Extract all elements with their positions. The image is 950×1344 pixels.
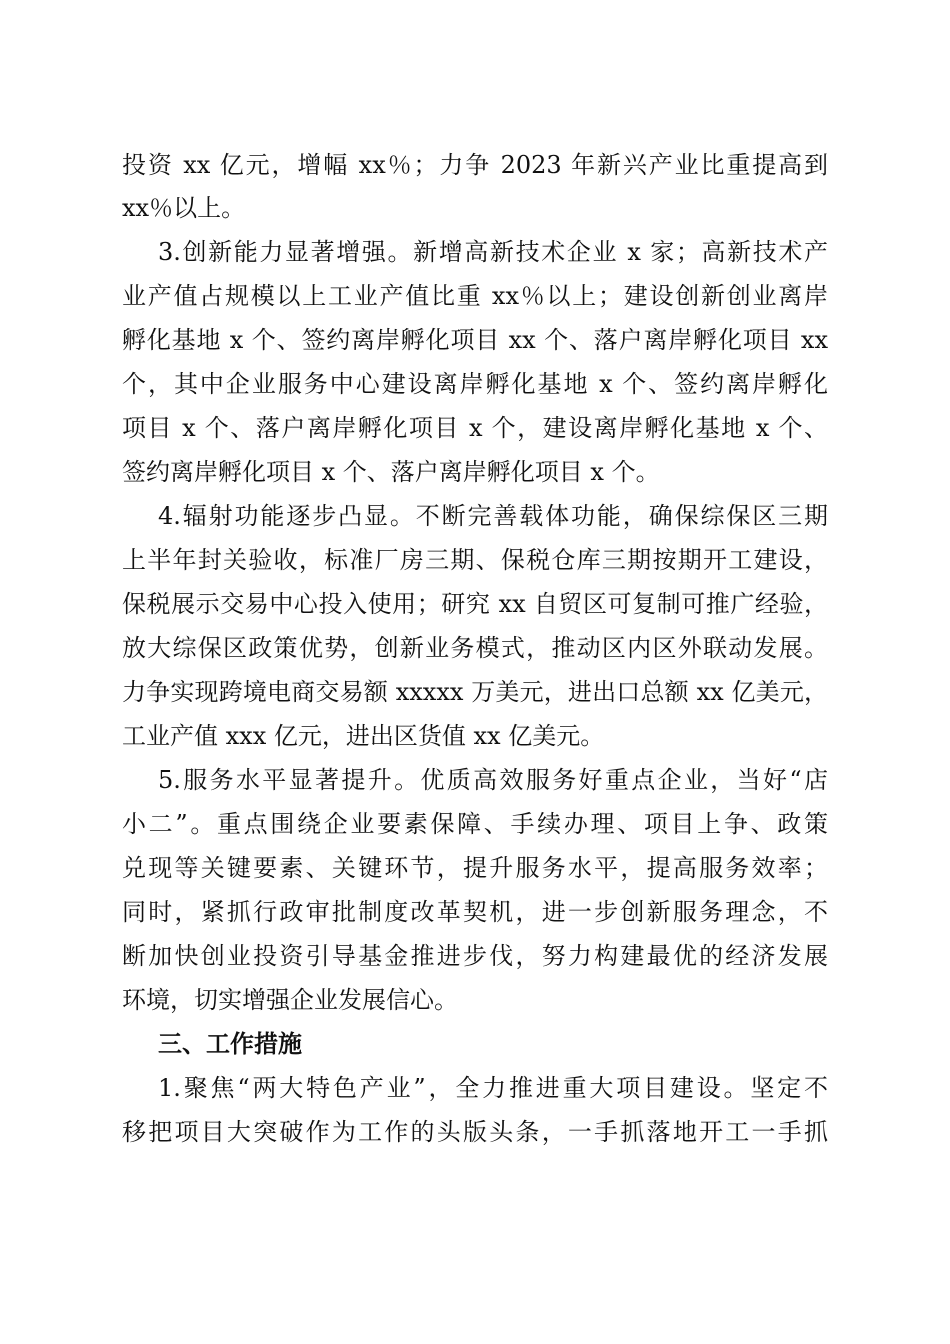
paragraph-line: 个，其中企业服务中心建设离岸孵化基地 x 个、签约离岸孵化 xyxy=(122,370,828,398)
paragraph-line: 投资 xx 亿元，增幅 xx％；力争 2023 年新兴产业比重提高到 xyxy=(122,151,828,179)
paragraph-line: 保税展示交易中心投入使用；研究 xx 自贸区可复制可推广经验， xyxy=(122,590,828,618)
paragraph-line: 兑现等关键要素、关键环节，提升服务水平，提高服务效率； xyxy=(122,854,828,882)
paragraph-line: 上半年封关验收，标准厂房三期、保税仓库三期按期开工建设， xyxy=(122,546,828,574)
paragraph-line-indented: 1.聚焦“两大特色产业”，全力推进重大项目建设。坚定不 xyxy=(158,1074,828,1102)
paragraph-line: 移把项目大突破作为工作的头版头条，一手抓落地开工一手抓 xyxy=(122,1118,828,1146)
paragraph-line: 断加快创业投资引导基金推进步伐，努力构建最优的经济发展 xyxy=(122,942,828,970)
paragraph-line: 工业产值 xxx 亿元，进出区货值 xx 亿美元。 xyxy=(122,722,605,750)
paragraph-line: 力争实现跨境电商交易额 xxxxx 万美元，进出口总额 xx 亿美元， xyxy=(122,678,828,706)
paragraph-line: 孵化基地 x 个、签约离岸孵化项目 xx 个、落户离岸孵化项目 xx xyxy=(122,326,828,354)
paragraph-line-indented: 3.创新能力显著增强。新增高新技术企业 x 家；高新技术产 xyxy=(158,238,828,266)
paragraph-line: 放大综保区政策优势，创新业务模式，推动区内区外联动发展。 xyxy=(122,634,828,662)
paragraph-line: xx％以上。 xyxy=(122,194,246,222)
section-heading: 三、工作措施 xyxy=(158,1030,302,1058)
paragraph-line-indented: 5.服务水平显著提升。优质高效服务好重点企业，当好“店 xyxy=(158,766,828,794)
paragraph-line-indented: 4.辐射功能逐步凸显。不断完善载体功能，确保综保区三期 xyxy=(158,502,828,530)
paragraph-line: 小二”。重点围绕企业要素保障、手续办理、项目上争、政策 xyxy=(122,810,828,838)
paragraph-line: 同时，紧抓行政审批制度改革契机，进一步创新服务理念，不 xyxy=(122,898,828,926)
paragraph-line: 环境，切实增强企业发展信心。 xyxy=(122,986,458,1014)
paragraph-line: 签约离岸孵化项目 x 个、落户离岸孵化项目 x 个。 xyxy=(122,458,660,486)
paragraph-line: 项目 x 个、落户离岸孵化项目 x 个，建设离岸孵化基地 x 个、 xyxy=(122,414,828,442)
paragraph-line: 业产值占规模以上工业产值比重 xx％以上；建设创新创业离岸 xyxy=(122,282,828,310)
